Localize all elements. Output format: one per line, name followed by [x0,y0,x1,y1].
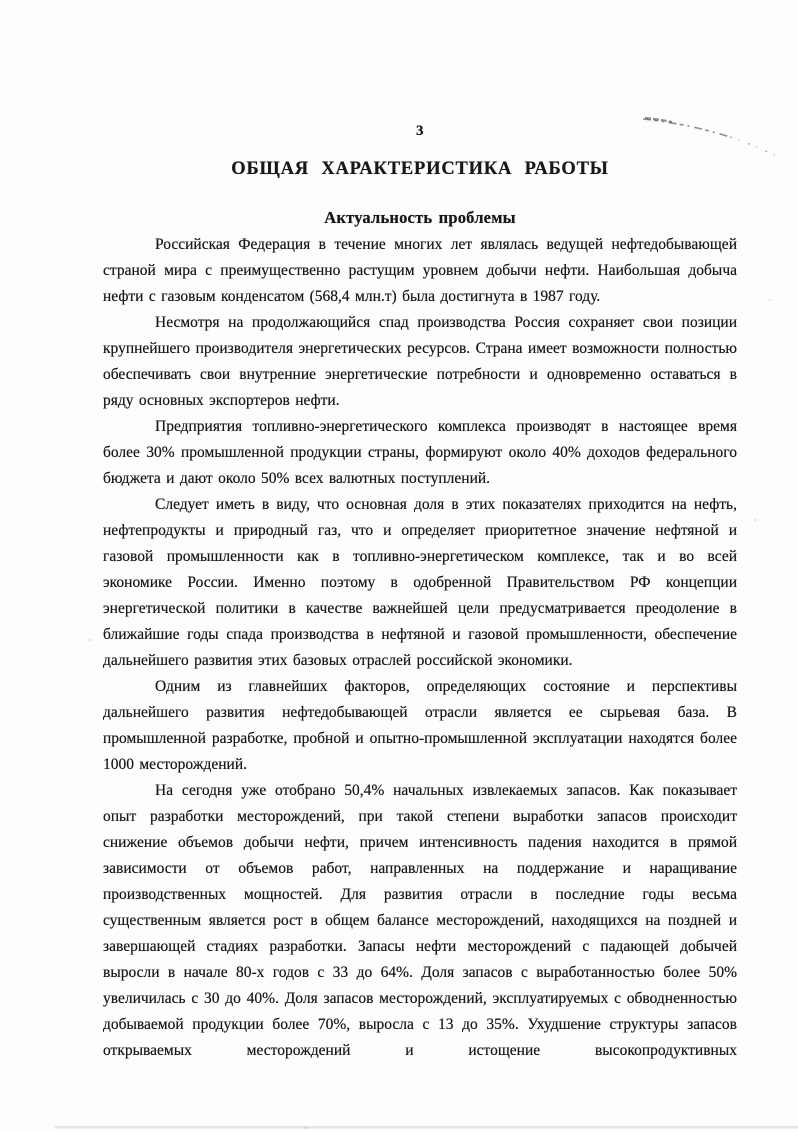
paragraph: Несмотря на продолжающийся спад производства Россия сохраняет свои позиции крупнейшего производителя энергетических ресурсов. Страна имеет возможности полностью обеспечивать свои внутренние энергетические потребности и одновременно оставаться в ряду основных экспортеров нефти. [103,314,737,409]
paragraph: Следует иметь в виду, что основная доля в этих показателях приходится на нефть, нефтепродукты и природный газ, что и определяет приоритетное значение нефтяной и газовой промышленности как в топливно-энергетическом комплексе, так и во всей экономике России. Именно поэтому в одобренной Правительством РФ концепции энергетической политики в качестве важнейшей цели предусматривается преодоление в ближайшие годы спада производства в нефтяной и газовой промышленности, обеспечение дальнейшего развития этих базовых отраслей российской экономики. [103,496,737,669]
bottom-scan-line [55,1126,798,1129]
document-title: ОБЩАЯ ХАРАКТЕРИСТИКА РАБОТЫ [231,159,609,179]
section-heading: Актуальность проблемы [324,208,516,227]
paragraph: Одним из главнейших факторов, определяющих состояние и перспективы дальнейшего развития нефтедобывающей отрасли является ее сырьевая база. В промышленной разработке, пробной и опытно-промышленной эксплуатации находятся более 1000 месторождений. [103,678,737,773]
paragraph: Российская Федерация в течение многих лет являлась ведущей нефтедобывающей страной мира с преимущественно растущим уровнем добычи нефти. Наибольшая добыча нефти с газовым конденсатом (568,4 млн.т) была достигнута в 1987 году. [103,236,737,305]
page-number: 3 [416,123,424,139]
paragraph: На сегодня уже отобрано 50,4% начальных извлекаемых запасов. Как показывает опыт разработки месторождений, при такой степени выработки запасов происходит снижение объемов добычи нефти, причем интенсивность падения находится в прямой зависимости от объемов работ, направленных на поддержание и наращивание производственных мощностей. Для развития отрасли в последние годы весьма существенным является рост в общем балансе месторождений, находящихся на поздней и завершающей стадиях разработки. Запасы нефти месторождений с падающей добычей выросли в начале 80-х годов с 33 до 64%. Доля запасов с выработанностью более 50% увеличилась с 30 до 40%. Доля запасов месторождений, эксплуатируемых с обводненностью добываемой продукции более 70%, выросла с 13 до 35%. Ухудшение структуры запасов открываемых месторождений и истощение высокопродуктивных [103,782,737,1059]
paragraph: Предприятия топливно-энергетического комплекса производят в настоящее время более 30% промышленной продукции страны, формируют около 40% доходов федерального бюджета и дают около 50% всех валютных поступлений. [103,418,737,487]
document-body [103,232,737,1064]
